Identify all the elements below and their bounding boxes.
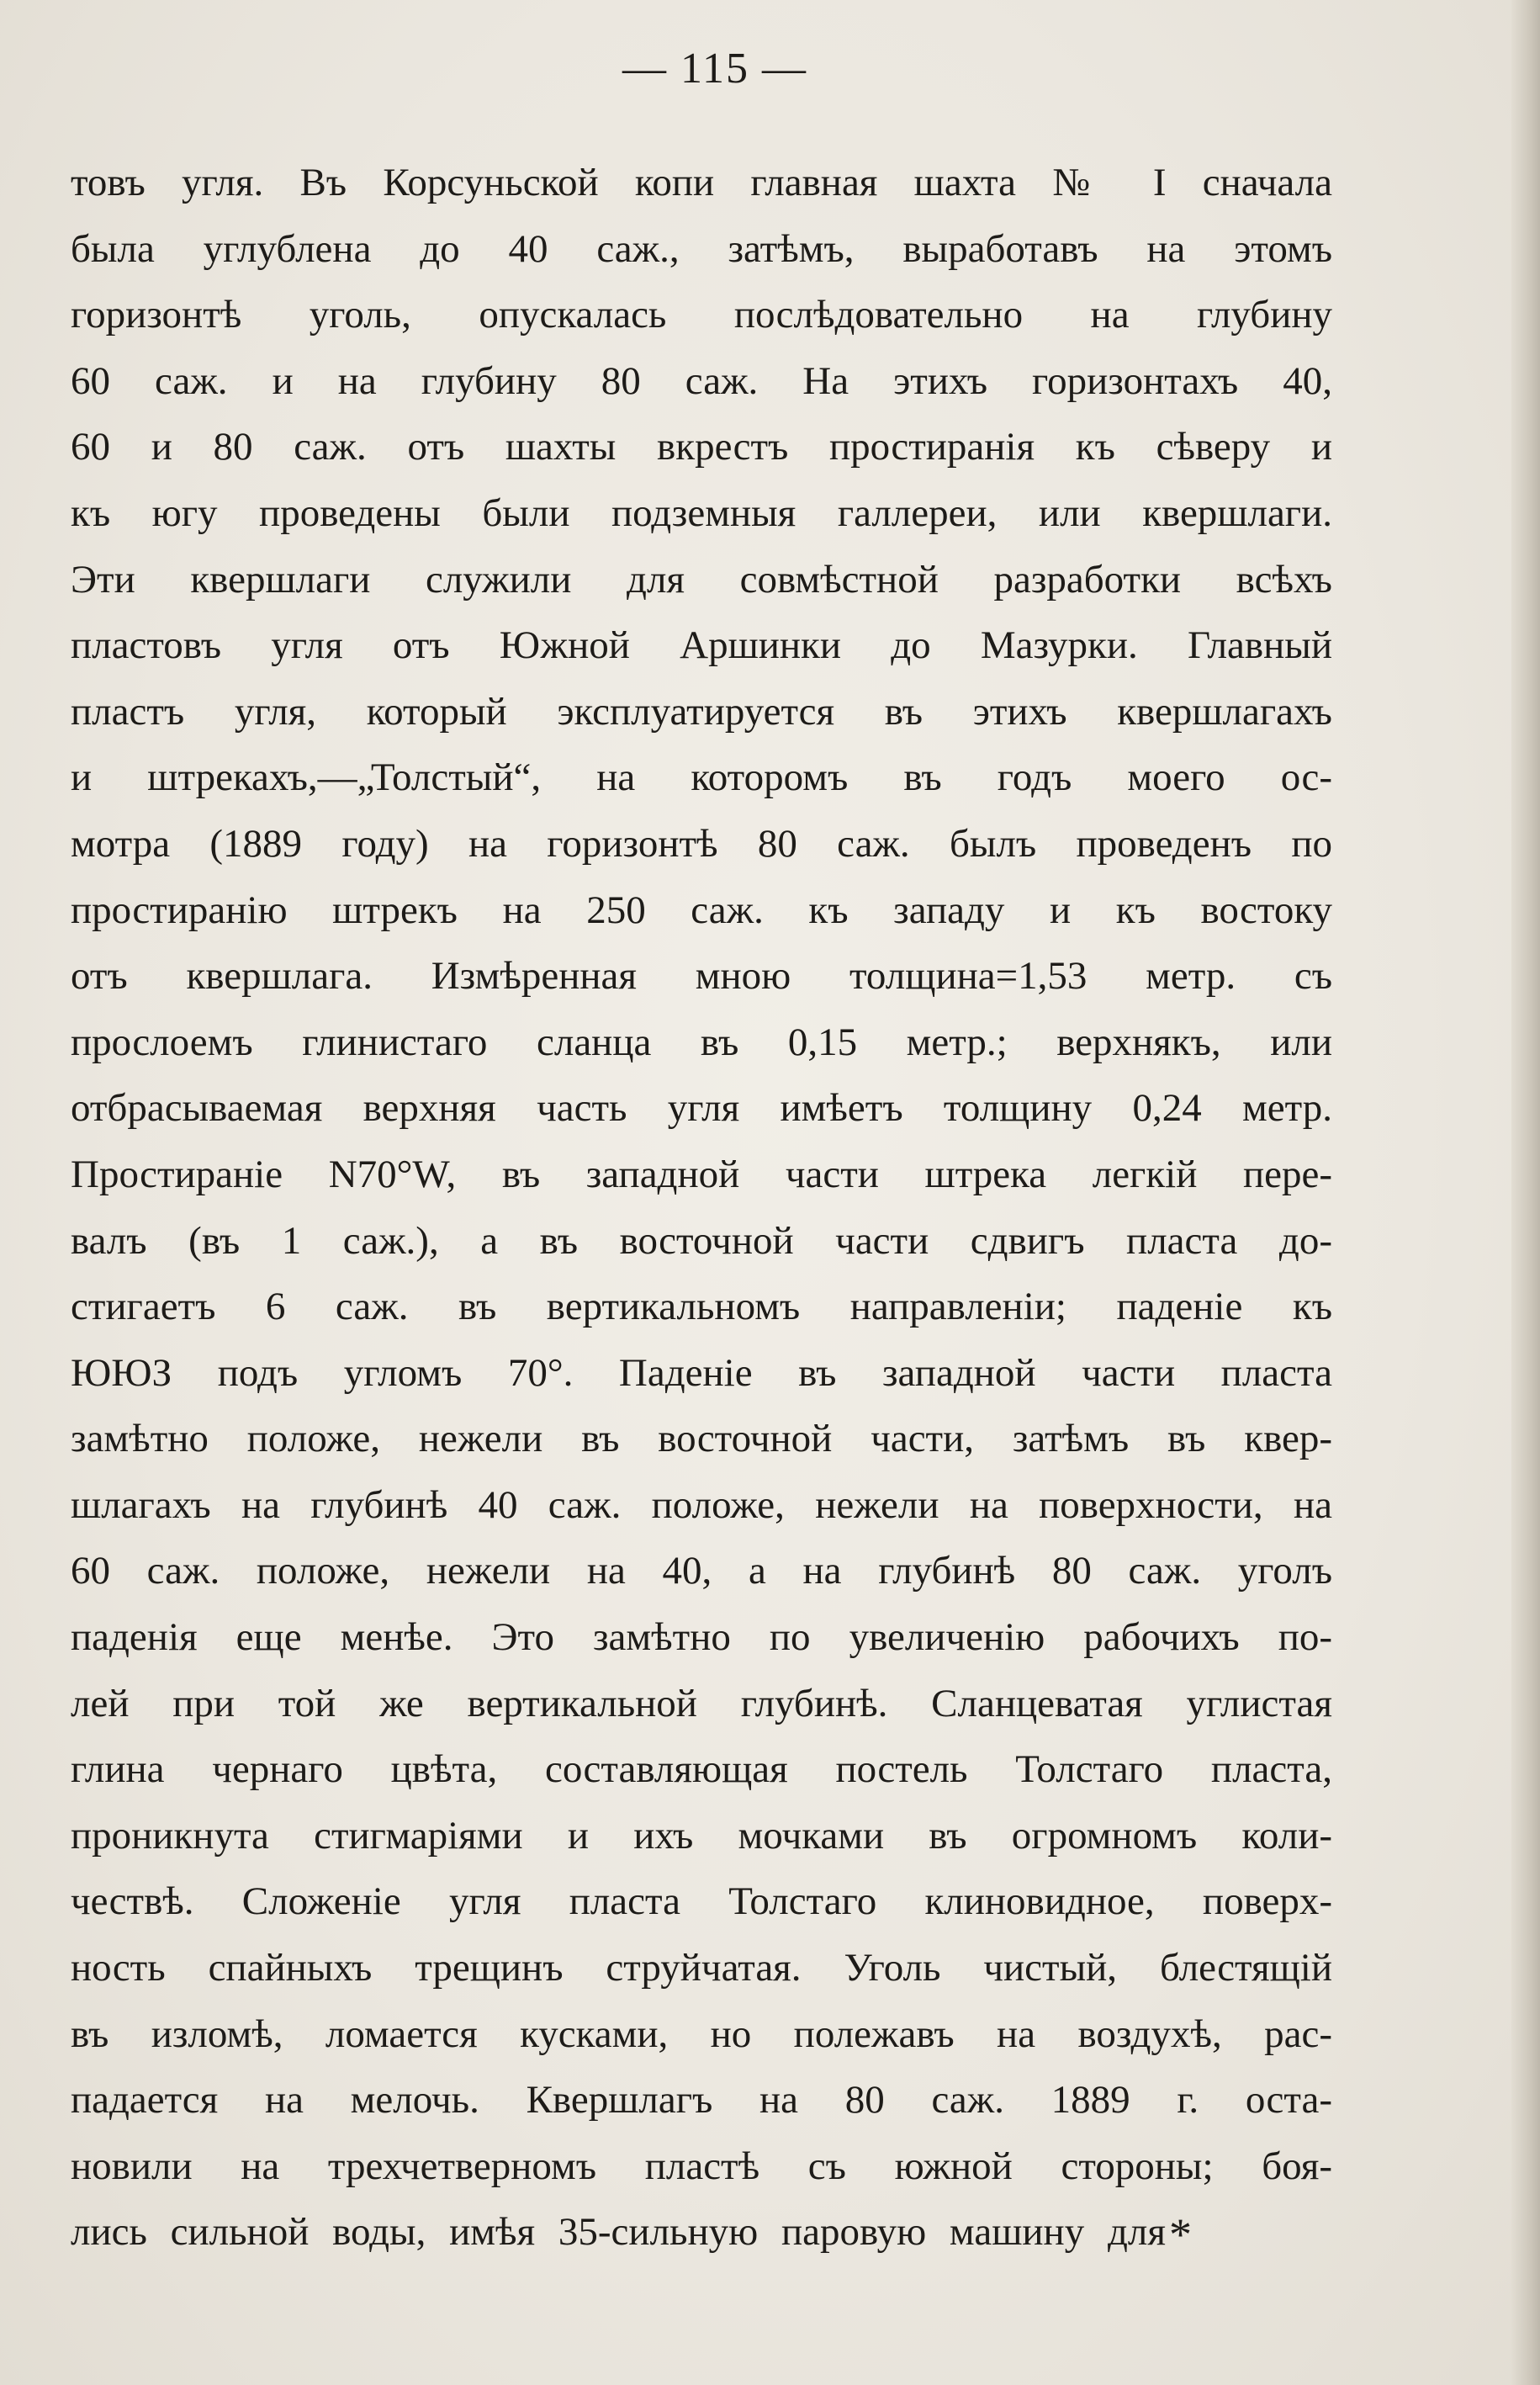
text-line: 60 и 80 саж. отъ шахты вкрестъ простиранія къ сѣверу и <box>71 425 1332 469</box>
text-line: и штрекахъ,—„Толстый“, на которомъ въ годъ моего ос- <box>71 755 1332 800</box>
text-line: отъ квершлага. Измѣренная мною толщина=1,53 метр. съ <box>71 954 1332 999</box>
text-line: чествѣ. Сложеніе угля пласта Толстаго клиновидное, поверх- <box>71 1879 1332 1924</box>
text-line: простиранію штрекъ на 250 саж. къ западу и къ востоку <box>71 888 1332 932</box>
text-line: ность спайныхъ трещинъ струйчатая. Уголь чистый, блестящій <box>71 1946 1332 1990</box>
text-line: Эти квершлаги служили для совмѣстной разработки всѣхъ <box>71 557 1332 602</box>
text-line: мотра (1889 году) на горизонтѣ 80 саж. былъ проведенъ по <box>71 821 1332 866</box>
text-line: была углублена до 40 саж., затѣмъ, выработавъ на этомъ <box>71 226 1332 271</box>
text-line: пластъ угля, который эксплуатируется въ этихъ квершлагахъ <box>71 689 1332 734</box>
text-line: въ изломѣ, ломается кусками, но полежавъ на воздухѣ, рас- <box>71 2011 1332 2056</box>
text-line: шлагахъ на глубинѣ 40 саж. положе, нежели на поверхности, на <box>71 1482 1332 1527</box>
text-line: отбрасываемая верхняя часть угля имѣетъ толщину 0,24 метр. <box>71 1086 1332 1131</box>
text-line: прослоемъ глинистаго сланца въ 0,15 метр.; верхнякъ, или <box>71 1020 1332 1064</box>
text-line: ЮЮЗ подъ угломъ 70°. Паденіе въ западной части пласта <box>71 1350 1332 1395</box>
text-line: проникнута стигмаріями и ихъ мочками въ огромномъ коли- <box>71 1813 1332 1858</box>
page-number: — 115 — <box>622 45 808 93</box>
text-line: товъ угля. Въ Корсуньской копи главная шахта № I сначала <box>71 161 1332 204</box>
text-line: 60 саж. положе, нежели на 40, а на глубинѣ 80 саж. уголъ <box>71 1549 1332 1593</box>
text-line: новили на трехчетверномъ пластѣ съ южной стороны; боя- <box>71 2144 1332 2188</box>
page-gutter-shadow <box>1511 0 1540 2385</box>
body-text <box>71 150 1332 2266</box>
text-line: къ югу проведены были подземныя галлереи, или квершлаги. <box>71 490 1332 535</box>
text-line: Простираніе N70°W, въ западной части штрека легкій пере- <box>71 1152 1332 1196</box>
text-line: лись сильной воды, имѣя 35-сильную паровую машину для <box>71 2210 1166 2255</box>
text-line: паденія еще менѣе. Это замѣтно по увеличенію рабочихъ по- <box>71 1615 1332 1660</box>
text-line: замѣтно положе, нежели въ восточной части, затѣмъ въ квер- <box>71 1417 1332 1461</box>
text-line: глина чернаго цвѣта, составляющая постель Толстаго пласта, <box>71 1747 1332 1792</box>
signature-mark: * <box>1169 2209 1192 2260</box>
text-line: лей при той же вертикальной глубинѣ. Сланцеватая углистая <box>71 1681 1332 1725</box>
text-line: падается на мелочь. Квершлагъ на 80 саж. 1889 г. оста- <box>71 2078 1332 2123</box>
text-line: 60 саж. и на глубину 80 саж. На этихъ горизонтахъ 40, <box>71 358 1332 403</box>
text-line: пластовъ угля отъ Южной Аршинки до Мазурки. Главный <box>71 623 1332 668</box>
text-line: валъ (въ 1 саж.), а въ восточной части сдвигъ пласта до- <box>71 1218 1332 1263</box>
text-line: горизонтѣ уголь, опускалась послѣдовательно на глубину <box>71 293 1332 337</box>
text-line: стигаетъ 6 саж. въ вертикальномъ направленіи; паденіе къ <box>71 1285 1332 1329</box>
